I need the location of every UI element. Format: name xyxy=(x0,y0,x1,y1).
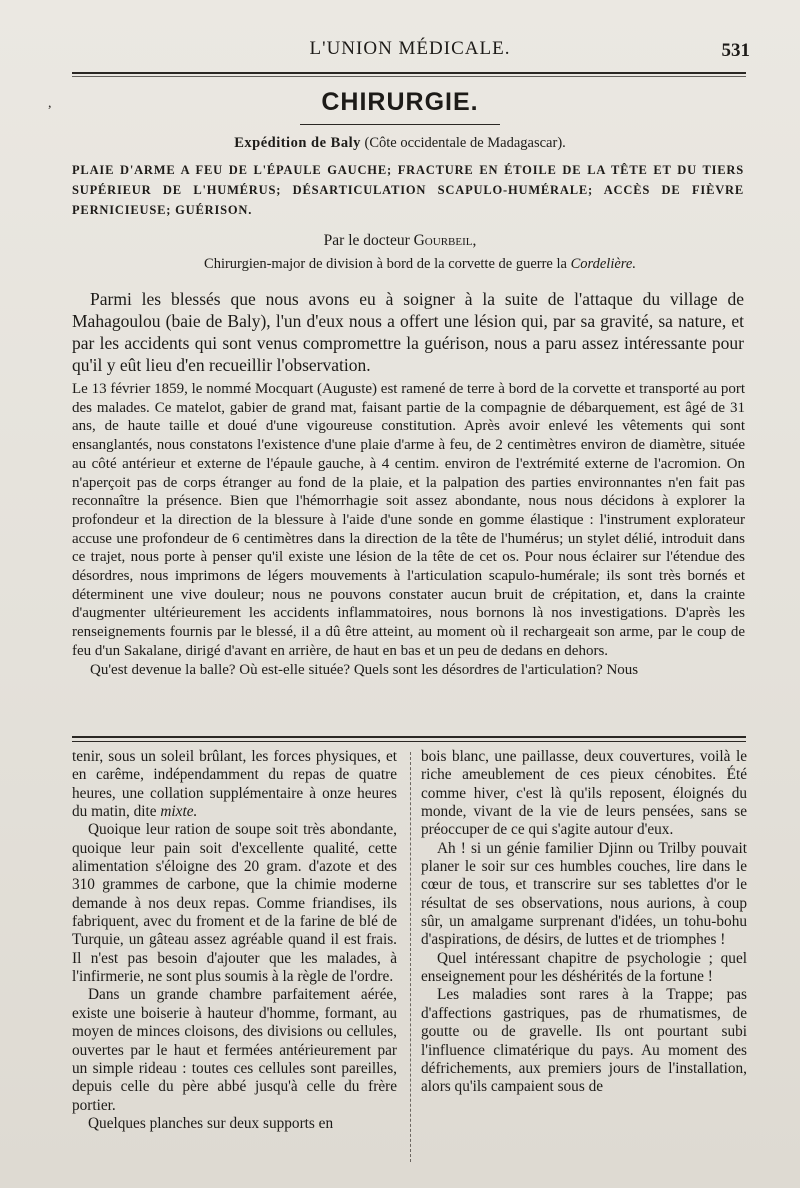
affiliation-text: Chirurgien-major de division à bord de la corvette de guerre la xyxy=(204,256,567,272)
column-divider xyxy=(410,752,411,1162)
expedition-name: Expédition de Baly xyxy=(234,135,361,151)
section-rule xyxy=(300,124,500,125)
header-rule-thin xyxy=(72,76,746,77)
byline xyxy=(0,232,800,250)
feuilleton-paragraph: Quelques planches sur deux supports en xyxy=(88,1114,334,1132)
feuilleton-paragraph: Quoique leur ration de soupe soit très abondante, quoique leur pain soit d'excellente qualité, cette alimentation s'éloigne des 20 gram. d'azote et des 310 grammes de carbone, que la chimie moderne demande à nos deux repas. Comme friandises, ils fabriquent, avec du froment et de la farine de blé de Turquie, un gâteau assez agréable quand il est frais. Il n'est pas besoin d'ajouter que les malades, à l'infirmerie, ne sont plus soumis à la règle de l'ordre. xyxy=(72,821,397,986)
feuilleton-left-column xyxy=(72,748,397,1133)
ship-name: Cordelière. xyxy=(570,256,636,272)
section-title: CHIRURGIE. xyxy=(321,88,479,116)
author-name: Gourbeil, xyxy=(413,232,477,249)
feuilleton-paragraph: tenir, sous un soleil brûlant, les forces physiques, et en carême, indépendamment du repas de quatre heures, une collation supplémentaire à onze heures du matin, dite mixte. xyxy=(72,748,397,821)
feuilleton-rule xyxy=(72,736,746,738)
feuilleton-paragraph: Ah ! si un génie familier Djinn ou Trilby pouvait planer le soir sur ces humbles couches, lire dans le cœur de tous, et transcrire sur ses tablettes d'or le résultat de ses observations, nous aurions, à coup sûr, un amalgame surprenant d'idées, un tohu-bohu d'aspirations, de désirs, de luttes et de triomphes ! xyxy=(421,839,747,949)
observation-text xyxy=(72,380,745,679)
expedition-line xyxy=(0,135,800,152)
journal-title: L'UNION MÉDICALE. xyxy=(309,38,511,59)
feuilleton-rule-thin xyxy=(72,741,746,742)
expedition-location: (Côte occidentale de Madagascar). xyxy=(364,135,566,151)
observation-paragraph: Le 13 février 1859, le nommé Mocquart (Auguste) est ramené de terre à bord de la corvette et transporté au port des malades. Ce matelot, gabier de grand mat, faisant partie de la compagnie de débarquement, est âgé de 31 ans, de haute taille et doué d'une vigoureuse constitution. Après avoir enlevé les vêtements qui sont ensanglantés, nous constatons l'existence d'une plaie d'arme à feu, de 2 centimètres environ de diamètre, située au côté antérieur et externe de l'épaule gauche, à 4 centim. environ de l'extrémité externe de l'acromion. On n'aperçoit pas de corps étranger au fond de la plaie, et la palpation des parties environnantes n'en fait pas reconnaître la présence. Bien que l'hémorrhagie soit assez abondante, nous nous décidons à explorer la profondeur et la direction de la blessure à l'aide d'une sonde en gomme élastique : l'instrument explorateur accuse une profondeur de 6 centimètres dans la direction de la tête de l'humérus; un stylet délié, introduit dans ce trajet, nous porte à penser qu'il existe une lésion de la tête de cet os. Pour nous éclairer sur l'étendue des désordres, nous imprimons de légers mouvements à l'articulation scapulo-humérale; ils sont très bornés et déterminent une vive douleur; nous ne pouvons constater aucun bruit de crépitation, et, dans la crainte d'augmenter ultérieurement les accidents inflammatoires, nous bornons là nos investigations. D'après les renseignements fournis par le blessé, il a dû être atteint, au moment où il rechargeait son arme, par le coup de feu d'un Sakalane, dirigé d'avant en arrière, de haut en bas et un peu de dedans en dehors. xyxy=(72,381,745,659)
italic-term: mixte. xyxy=(160,803,198,821)
feuilleton-paragraph: Les maladies sont rares à la Trappe; pas d'affections gastriques, pas de rhumatismes, de goutte ou de gravelle. Ils ont pourtant subi l'influence climatérique du pays. Au moment des défrichements, aux premiers jours de l'installation, alors qu'ils campaient sous de xyxy=(421,986,747,1096)
margin-mark: , xyxy=(48,96,52,111)
running-head xyxy=(70,38,750,68)
page-number: 531 xyxy=(721,40,750,61)
feuilleton-paragraph: bois blanc, une paillasse, deux couvertures, voilà le riche ameublement de ces pieux cénobites. Été comme hiver, c'est là qu'ils reposent, éloignés du monde, vivant de la vie de leurs pensées, sans se préoccuper de ce qui s'agite autour d'eux. xyxy=(421,748,747,839)
header-rule xyxy=(72,72,746,74)
intro-paragraph: Parmi les blessés que nous avons eu à soigner à la suite de l'attaque du village de Mahagoulou (baie de Baly), l'un d'eux nous a offert une lésion qui, par sa gravité, sa nature, et par les accidents qui sont venus compromettre la guérison, nous a paru assez intéressante pour qu'il y eût lieu d'en recueillir l'observation. xyxy=(72,289,744,375)
feuilleton-paragraph: Dans un grande chambre parfaitement aérée, existe une boiserie à hauteur d'homme, formant, au moyen de minces cloisons, des divisions ou cellules, ouvertes par le haut et fermées antérieurement par un simple rideau : toutes ces cellules sont pareilles, depuis celle du père abbé jusqu'à celle du frère portier. xyxy=(72,986,397,1114)
feuilleton-paragraph: Quel intéressant chapitre de psychologie ; quel enseignement pour les déshérités de la fortune ! xyxy=(421,949,747,986)
feuilleton-right-column xyxy=(421,748,747,1097)
case-title: PLAIE D'ARME A FEU DE L'ÉPAULE GAUCHE; FRACTURE EN ÉTOILE DE LA TÊTE ET DU TIERS SUPÉRIEUR DE L'HUMÉRUS; DÉSARTICULATION SCAPULO-HUMÉRALE; ACCÈS DE FIÈVRE PERNICIEUSE; GUÉRISON. xyxy=(72,163,744,217)
byline-prefix: Par le docteur xyxy=(323,232,410,249)
author-affiliation xyxy=(80,256,760,273)
observation-paragraph: Qu'est devenue la balle? Où est-elle située? Quels sont les désordres de l'articulation? Nous xyxy=(90,661,639,678)
